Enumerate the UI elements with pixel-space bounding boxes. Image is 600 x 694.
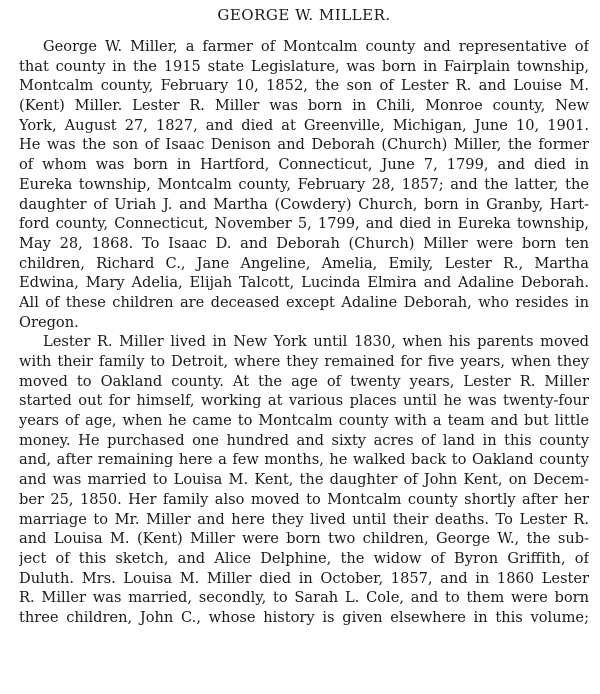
text-line: marriage to Mr. Miller and here they lived until their deaths. To Lester R. <box>19 510 589 528</box>
text-line: that county in the 1915 state Legislature, was born in Fairplain township, <box>19 57 589 75</box>
text-line: with their family to Detroit, where they remained for five years, when they <box>19 353 589 370</box>
text-line: Oregon. <box>19 313 79 331</box>
text-line: Duluth. Mrs. Louisa M. Miller died in October, 1857, and in 1860 Lester <box>19 569 589 587</box>
text-line: and was married to Louisa M. Kent, the daughter of John Kent, on Decem- <box>19 471 589 489</box>
text-line: All of these children are deceased except Adaline Deborah, who resides in <box>19 293 589 311</box>
document-page <box>19 6 589 628</box>
page-title: GEORGE W. MILLER. <box>217 6 391 24</box>
text-line: daughter of Uriah J. and Martha (Cowdery) Church, born in Granby, Hart- <box>19 195 589 213</box>
text-line: children, Richard C., Jane Angeline, Amelia, Emily, Lester R., Martha <box>19 254 589 272</box>
text-line: ford county, Connecticut, November 5, 1799, and died in Eureka township, <box>19 215 589 233</box>
text-line: and Louisa M. (Kent) Miller were born two children, George W., the sub- <box>19 530 589 548</box>
text-line: years of age, when he came to Montcalm county with a team and but little <box>19 412 589 430</box>
text-line: moved to Oakland county. At the age of twenty years, Lester R. Miller <box>19 372 589 390</box>
text-line: (Kent) Miller. Lester R. Miller was born in Chili, Monroe county, New <box>19 97 589 115</box>
text-line: May 28, 1868. To Isaac D. and Deborah (Church) Miller were born ten <box>19 234 589 252</box>
text-line: Lester R. Miller lived in New York until 1830, when his parents moved <box>43 333 589 351</box>
text-line: He was the son of Isaac Denison and Deborah (Church) Miller, the former <box>19 136 589 154</box>
paragraph-1 <box>19 37 589 332</box>
text-line: R. Miller was married, secondly, to Sarah L. Cole, and to them were born <box>19 589 589 607</box>
text-line: started out for himself, working at various places until he was twenty-four <box>19 392 589 410</box>
text-line: Eureka township, Montcalm county, February 28, 1857; and the latter, the <box>19 175 589 193</box>
text-line: and, after remaining here a few months, he walked back to Oakland county <box>19 451 589 469</box>
text-line: ber 25, 1850. Her family also moved to Montcalm county shortly after her <box>19 490 589 508</box>
text-line: Montcalm county, February 10, 1852, the son of Lester R. and Louise M. <box>19 77 589 95</box>
text-line: money. He purchased one hundred and sixty acres of land in this county <box>19 431 589 449</box>
paragraph-2 <box>19 332 589 627</box>
text-line: of whom was born in Hartford, Connecticut, June 7, 1799, and died in <box>19 156 589 174</box>
text-line: ject of this sketch, and Alice Delphine, the widow of Byron Griffith, of <box>19 549 589 567</box>
text-line: three children, John C., whose history is given elsewhere in this volume; <box>19 608 589 626</box>
text-line: York, August 27, 1827, and died at Greenville, Michigan, June 10, 1901. <box>19 116 589 134</box>
text-line: George W. Miller, a farmer of Montcalm county and representative of <box>43 38 589 55</box>
text-line: Edwina, Mary Adelia, Elijah Talcott, Lucinda Elmira and Adaline Deborah. <box>19 274 589 292</box>
